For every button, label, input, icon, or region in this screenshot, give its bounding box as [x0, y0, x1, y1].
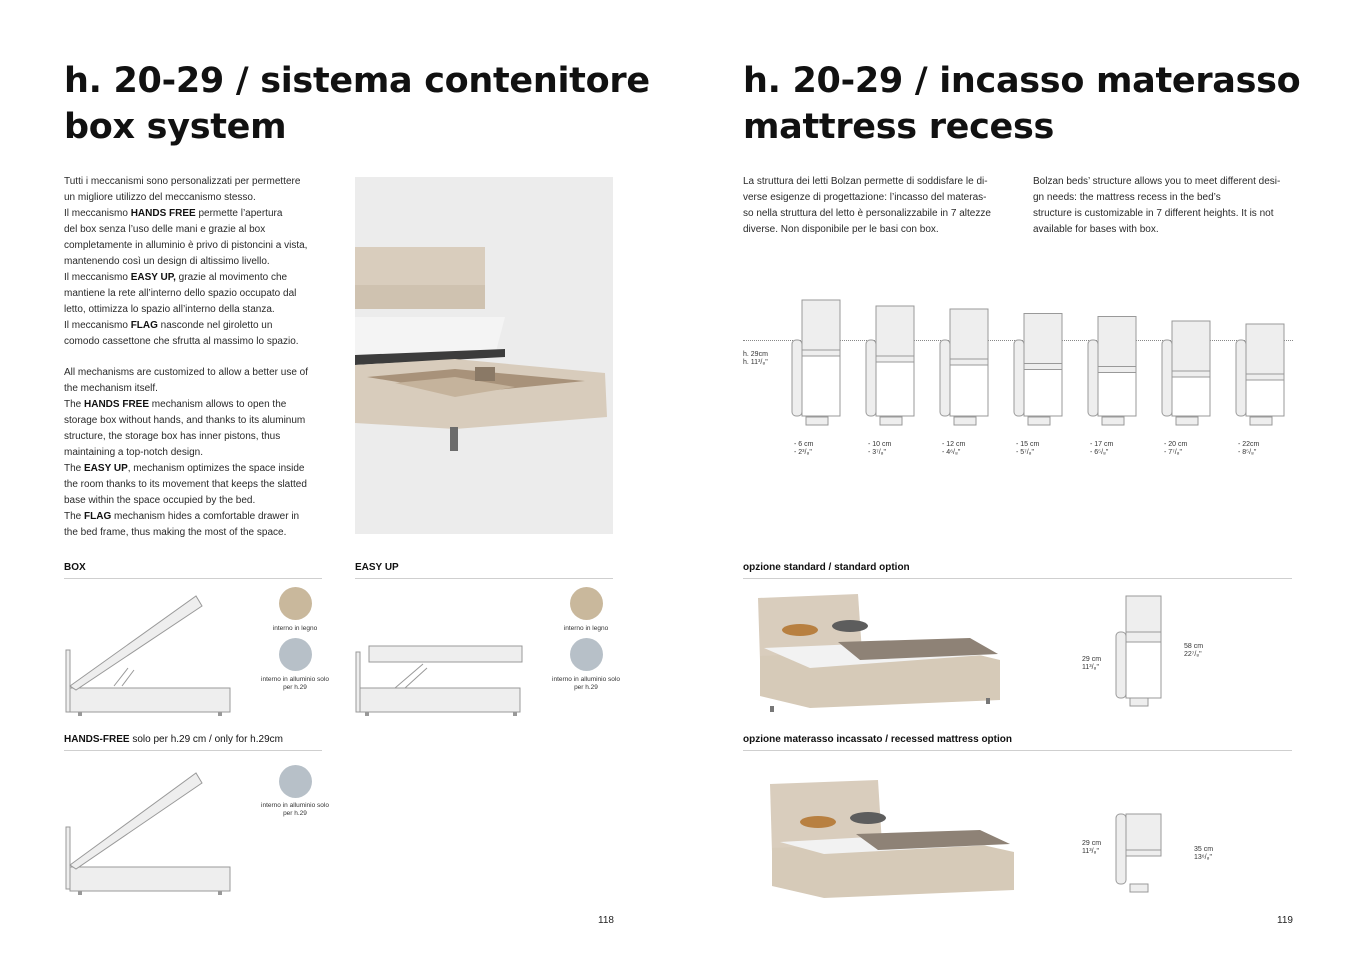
text-fragment: storage box without hands, and thanks to its aluminum [64, 415, 306, 426]
recess-profile [1236, 324, 1284, 425]
recessed-dim-29 [1082, 840, 1101, 856]
recess-depth-cm: - 17 cm [1090, 441, 1114, 448]
recess-depth-cm: - 20 cm [1164, 441, 1188, 448]
text-fragment: base within the space occupied by the bed. [64, 495, 256, 506]
text-line [64, 381, 334, 397]
box-heading: BOX [64, 562, 86, 573]
handsfree-divider [64, 750, 322, 751]
text-line [64, 365, 334, 381]
recess-profile [1162, 321, 1210, 425]
recess-depth-cm: - 12 cm [942, 441, 966, 448]
right-en-line: available for bases with box. [1033, 224, 1159, 235]
recess-profile [866, 306, 914, 425]
text-fragment: structure, the storage box has inner pistons, thus [64, 431, 281, 442]
standard-dim-29-in: 11³/₈" [1082, 664, 1099, 671]
standard-dim-58-cm: 58 cm [1184, 643, 1204, 650]
text-fragment: The [64, 511, 85, 522]
mechanism-keyword: FLAG [84, 511, 112, 522]
text-line [64, 477, 334, 493]
text-fragment: The [64, 399, 85, 410]
right-en-line: structure is customizable in 7 different heights. It is not [1033, 208, 1274, 219]
recess-depth-label [942, 441, 965, 457]
recess-depth-cm: - 10 cm [868, 441, 892, 448]
text-line [64, 286, 334, 302]
text-fragment: Tutti i meccanismi sono personalizzati per permettere [64, 176, 301, 187]
text-fragment: Il meccanismo [64, 272, 131, 283]
text-fragment: the bed frame, thus making the most of the space. [64, 527, 287, 538]
handsfree-heading [64, 734, 283, 745]
text-line [64, 429, 334, 445]
text-line [64, 318, 334, 334]
recess-depth-in: - 3⁷/₈" [868, 449, 887, 456]
recess-depth-label [1016, 441, 1039, 457]
height-label-cm: h. 29cm [743, 351, 768, 358]
recess-depth-in: - 5⁷/₈" [1016, 449, 1035, 456]
text-line [64, 525, 334, 541]
text-fragment: , mechanism optimizes the space inside [127, 463, 305, 474]
text-fragment: grazie al movimento che [175, 272, 288, 283]
recess-profile [1014, 314, 1062, 426]
easyup-mechanism-diagram [355, 640, 535, 720]
mechanism-keyword: EASY UP, [130, 272, 176, 283]
handsfree-alu-swatch [279, 765, 312, 798]
handsfree-title: HANDS-FREE [64, 734, 130, 745]
italian-text [64, 174, 334, 350]
easyup-wood-label: interno in legno [563, 625, 609, 632]
text-line [64, 493, 334, 509]
right-it-line: verse esigenze di progettazione: l’incasso del materas- [743, 192, 987, 203]
mechanism-keyword: HANDS FREE [84, 399, 150, 410]
wood-interior-label: interno in legno [272, 625, 318, 632]
recess-depth-in: - 2³/₈" [794, 449, 812, 456]
right-english-text [1033, 174, 1303, 238]
wood-interior-swatch [279, 587, 312, 620]
easyup-heading: EASY UP [355, 562, 399, 573]
text-fragment: mechanism hides a comfortable drawer in [111, 511, 300, 522]
recessed-profile-diagram [1110, 810, 1170, 900]
handsfree-note: solo per h.29 cm / only for h.29cm [129, 734, 283, 745]
text-line [64, 206, 334, 222]
recessed-dim-29-in: 11³/₈" [1082, 848, 1099, 855]
right-en-line: gn needs: the mattress recess in the bed’s [1033, 192, 1221, 203]
box-mechanism-diagram [64, 590, 244, 720]
text-fragment: letto, ottimizza lo spazio all’interno della stanza. [64, 304, 275, 315]
right-title [743, 58, 1300, 150]
recess-depth-label [868, 441, 891, 457]
aluminium-interior-swatch [279, 638, 312, 671]
text-fragment: Il meccanismo [64, 320, 131, 331]
right-title-line2: mattress recess [743, 107, 1055, 147]
easyup-divider [355, 578, 613, 579]
easyup-alu-swatch [570, 638, 603, 671]
aluminium-interior-label: interno in alluminio solo per h.29 [261, 676, 329, 691]
right-en-line: Bolzan beds’ structure allows you to meet different desi- [1033, 176, 1281, 187]
page-number-right: 119 [1277, 915, 1293, 926]
recess-profiles-diagram [780, 295, 1300, 435]
recessed-dim-35-cm: 35 cm [1194, 846, 1214, 853]
mechanism-keyword: HANDS FREE [130, 208, 196, 219]
text-line [64, 509, 334, 525]
text-line [64, 445, 334, 461]
text-fragment: the room thanks to its movement that keeps the slatted [64, 479, 307, 490]
recessed-divider [743, 750, 1292, 751]
bed-photo-panel [355, 177, 613, 534]
text-line [64, 413, 334, 429]
handsfree-alu-label: interno in alluminio solo per h.29 [261, 802, 329, 817]
text-line [64, 238, 334, 254]
text-line [64, 222, 334, 238]
recess-depth-label [794, 441, 813, 457]
text-fragment: mantiene la rete all’interno dello spazio occupato dal [64, 288, 297, 299]
right-it-line: La struttura dei letti Bolzan permette di soddisfare le di- [743, 176, 988, 187]
right-it-line: diverse. Non disponibile per le basi con box. [743, 224, 939, 235]
recessed-option-heading: opzione materasso incassato / recessed mattress option [743, 734, 1012, 745]
mechanism-keyword: FLAG [130, 320, 158, 331]
standard-dim-58-in: 22⁷/₈" [1184, 651, 1202, 658]
standard-bed-photo [750, 590, 1010, 715]
text-line [64, 190, 334, 206]
recess-depth-in: - 7⁷/₈" [1164, 449, 1183, 456]
text-fragment: un migliore utilizzo del meccanismo stesso. [64, 192, 256, 203]
standard-option-heading: opzione standard / standard option [743, 562, 910, 573]
text-fragment: the mechanism itself. [64, 383, 158, 394]
mechanism-keyword: EASY UP [84, 463, 128, 474]
left-title-line2: box system [64, 107, 287, 147]
box-divider [64, 578, 322, 579]
text-line [64, 334, 334, 350]
height-label [743, 351, 768, 367]
recess-depth-label [1164, 441, 1187, 457]
easyup-wood-swatch [570, 587, 603, 620]
text-line [64, 397, 334, 413]
standard-dim-29 [1082, 656, 1101, 672]
text-fragment: Il meccanismo [64, 208, 131, 219]
recessed-dim-35 [1194, 846, 1213, 862]
right-italian-text [743, 174, 1013, 238]
text-fragment: nasconde nel giroletto un [157, 320, 273, 331]
recess-depth-cm: - 6 cm [794, 441, 814, 448]
recess-profile [1088, 317, 1136, 426]
left-title-line1: h. 20-29 / sistema contenitore [64, 61, 650, 101]
recess-depth-in: - 8⁵/₈" [1238, 449, 1257, 456]
standard-divider [743, 578, 1292, 579]
text-fragment: All mechanisms are customized to allow a better use of [64, 367, 308, 378]
recess-profile [792, 300, 840, 425]
recessed-dim-29-cm: 29 cm [1082, 840, 1102, 847]
bed-open-photo [355, 177, 613, 534]
height-label-in: h. 11³/₈" [743, 359, 768, 366]
text-fragment: maintaining a top-notch design. [64, 447, 203, 458]
english-text [64, 365, 334, 541]
text-line [64, 174, 334, 190]
recessed-bed-photo [760, 770, 1020, 900]
recess-depth-in: - 6⁵/₈" [1090, 449, 1109, 456]
text-fragment: del box senza l’uso delle mani e grazie al box [64, 224, 266, 235]
recess-depth-in: - 4⁶/₈" [942, 449, 961, 456]
text-fragment: permette l’apertura [195, 208, 283, 219]
recess-profile [940, 309, 988, 425]
handsfree-mechanism-diagram [64, 765, 244, 895]
text-line [64, 461, 334, 477]
page-number-left: 118 [598, 915, 614, 926]
standard-profile-diagram [1110, 592, 1170, 712]
recess-depth-cm: - 22cm [1238, 441, 1260, 448]
easyup-alu-label: interno in alluminio solo per h.29 [552, 676, 620, 691]
text-line [64, 254, 334, 270]
recess-depth-cm: - 15 cm [1016, 441, 1040, 448]
right-it-line: so nella struttura del letto è personalizzabile in 7 altezze [743, 208, 991, 219]
text-fragment: comodo cassettone che sfrutta al massimo lo spazio. [64, 336, 299, 347]
right-title-line1: h. 20-29 / incasso materasso [743, 61, 1301, 101]
standard-dim-29-cm: 29 cm [1082, 656, 1102, 663]
text-line [64, 302, 334, 318]
text-fragment: The [64, 463, 85, 474]
text-fragment: completamente in alluminio è privo di pistoncini a vista, [64, 240, 308, 251]
text-fragment: mechanism allows to open the [149, 399, 287, 410]
recess-depth-label [1090, 441, 1113, 457]
recess-depth-label [1238, 441, 1259, 457]
left-title [64, 58, 650, 150]
text-line [64, 270, 334, 286]
text-fragment: mantenendo così un design di altissimo livello. [64, 256, 270, 267]
recessed-dim-35-in: 13⁶/₈" [1194, 854, 1212, 861]
standard-dim-58 [1184, 643, 1203, 659]
